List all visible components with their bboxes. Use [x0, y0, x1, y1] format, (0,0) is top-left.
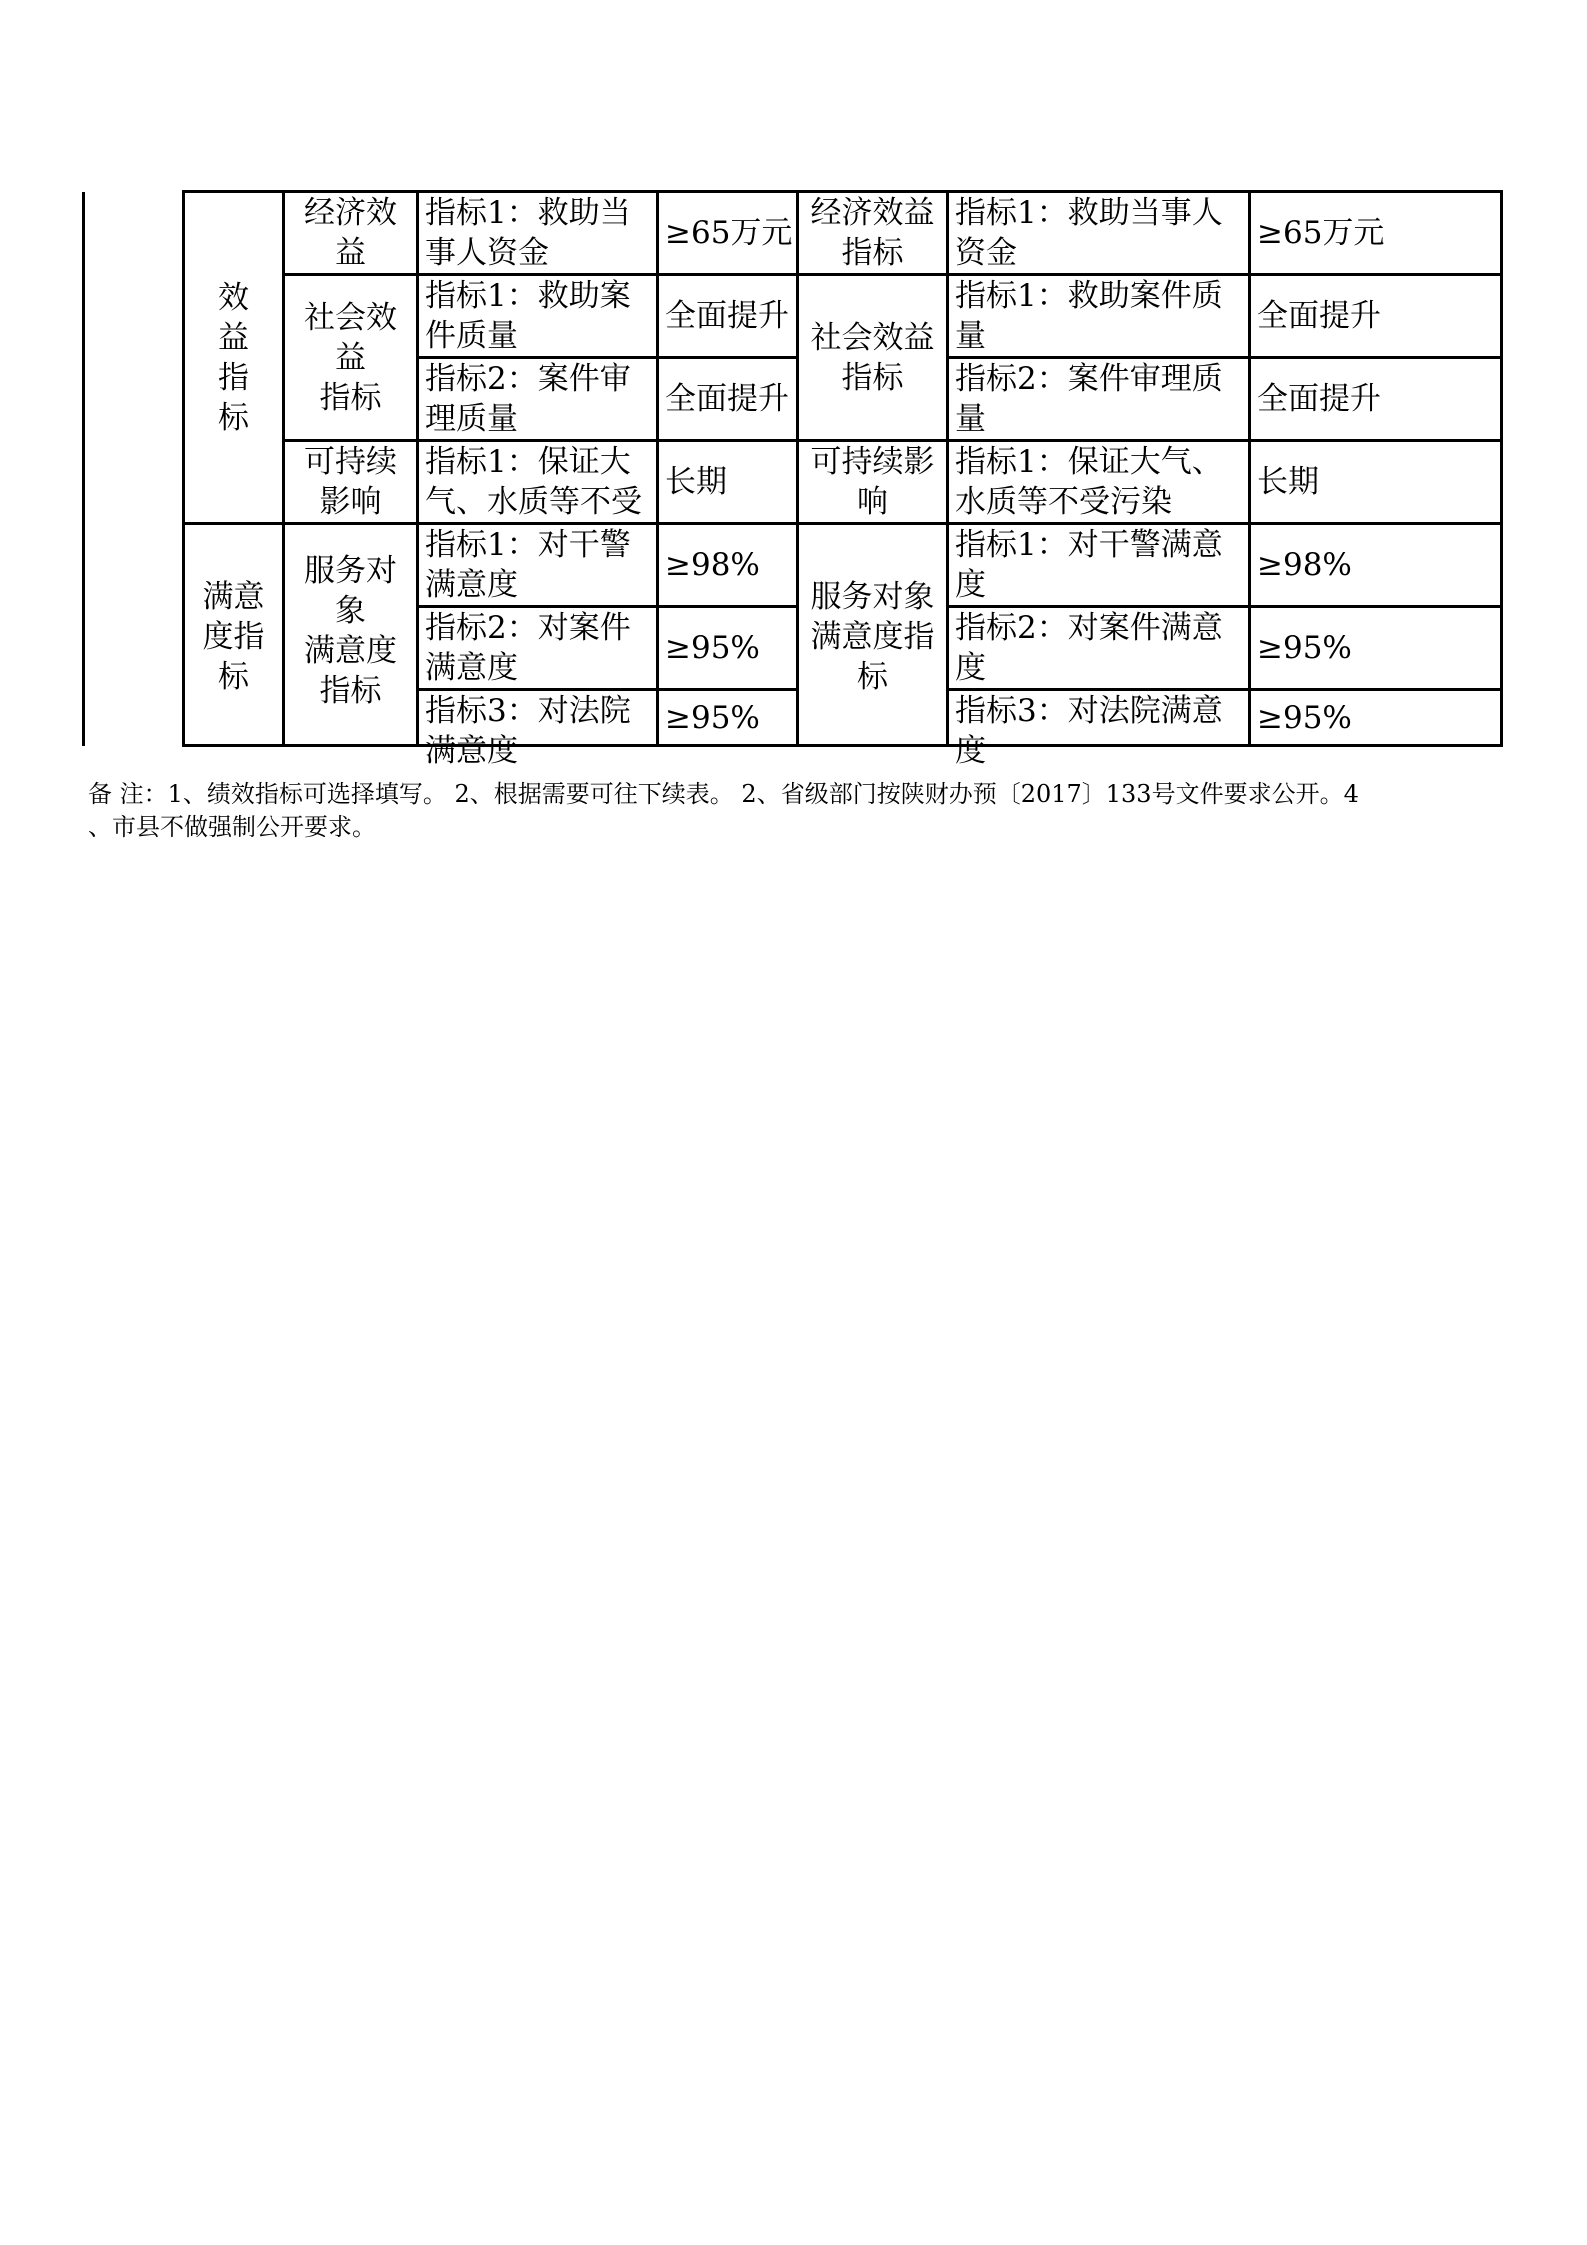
indicator-right: 指标1：对干警满意 度 — [948, 524, 1250, 607]
category-benefit: 效 益 指 标 — [184, 192, 284, 524]
clipped-cell: 指标3：对法院满意 度 — [955, 693, 1223, 769]
indicator-right — [948, 690, 1250, 769]
value-left: 全面提升 — [658, 358, 798, 441]
value-right: 全面提升 — [1250, 275, 1502, 358]
footnote-line-2: 、市县不做强制公开要求。 — [88, 813, 376, 841]
value-left: ≥65万元 — [658, 192, 798, 275]
value-right: ≥98% — [1250, 524, 1502, 607]
sub-category-left: 服务对 象 满意度 指标 — [284, 524, 418, 746]
table-row — [84, 524, 1502, 607]
value-left: ≥98% — [658, 524, 798, 607]
indicator-left: 指标1：救助案 件质量 — [418, 275, 658, 358]
indicator-right: 指标1：救助当事人 资金 — [948, 192, 1250, 275]
indicator-left: 指标1：对干警 满意度 — [418, 524, 658, 607]
value-left: ≥95% — [658, 690, 798, 746]
sub-category-right: 可持续影 响 — [798, 441, 948, 524]
category-satisfaction: 满意 度指 标 — [184, 524, 284, 746]
outer-left-column — [84, 192, 184, 746]
indicator-right: 指标1：救助案件质 量 — [948, 275, 1250, 358]
sub-category-left: 经济效 益 — [284, 192, 418, 275]
footnote — [88, 778, 1508, 844]
value-left: 长期 — [658, 441, 798, 524]
value-right: 全面提升 — [1250, 358, 1502, 441]
table-row — [84, 192, 1502, 275]
performance-indicator-table — [82, 190, 1503, 769]
indicator-left — [418, 690, 658, 769]
indicator-left: 指标1：救助当 事人资金 — [418, 192, 658, 275]
sub-category-left: 可持续 影响 — [284, 441, 418, 524]
indicator-left: 指标1：保证大 气、水质等不受 — [418, 441, 658, 524]
indicator-left: 指标2：案件审 理质量 — [418, 358, 658, 441]
value-right: ≥95% — [1250, 607, 1502, 690]
footnote-line-1: 备 注：1、绩效指标可选择填写。 2、根据需要可往下续表。 2、省级部门按陕财办预〔2017〕133号文件要求公开。4 — [88, 780, 1359, 808]
indicator-right: 指标1：保证大气、 水质等不受污染 — [948, 441, 1250, 524]
indicator-right: 指标2：案件审理质 量 — [948, 358, 1250, 441]
sub-category-right: 服务对象 满意度指 标 — [798, 524, 948, 746]
sub-category-right: 社会效益 指标 — [798, 275, 948, 441]
table-row — [84, 441, 1502, 524]
table-row — [84, 275, 1502, 358]
value-left: 全面提升 — [658, 275, 798, 358]
value-right: ≥95% — [1250, 690, 1502, 746]
sub-category-right: 经济效益 指标 — [798, 192, 948, 275]
indicator-right: 指标2：对案件满意 度 — [948, 607, 1250, 690]
value-right: ≥65万元 — [1250, 192, 1502, 275]
value-right: 长期 — [1250, 441, 1502, 524]
value-left: ≥95% — [658, 607, 798, 690]
indicator-left: 指标2：对案件 满意度 — [418, 607, 658, 690]
sub-category-left: 社会效 益 指标 — [284, 275, 418, 441]
clipped-cell: 指标3：对法院 满意度 — [425, 693, 631, 769]
